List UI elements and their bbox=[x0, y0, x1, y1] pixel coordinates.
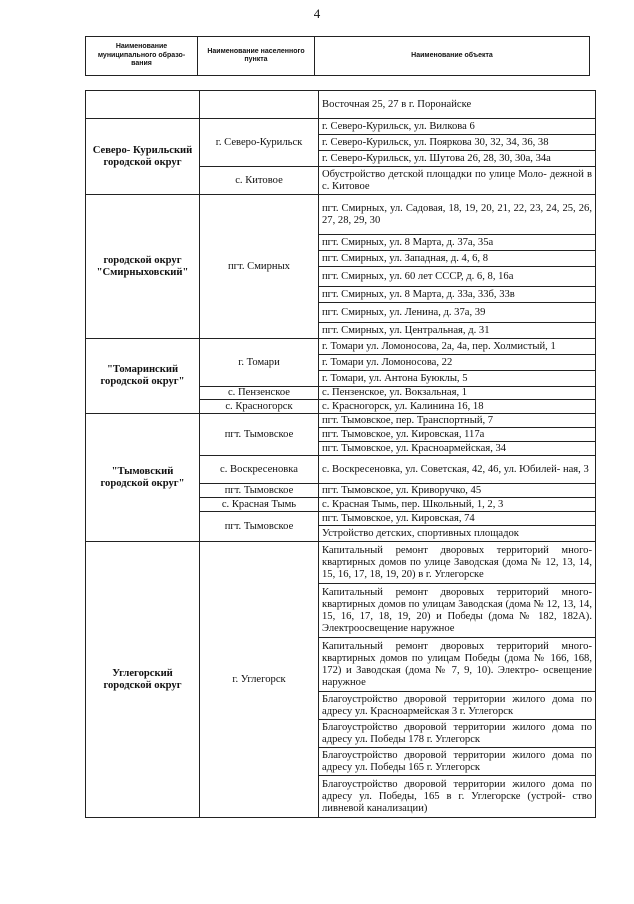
table-row bbox=[86, 195, 596, 235]
object-cell: Благоустройство дворовой территории жилого дома по адресу ул. Победы 165 г. Углегорск bbox=[319, 748, 596, 776]
object-cell: пгт. Тымовское, ул. Красноармейская, 34 bbox=[319, 442, 596, 456]
header-municipality: Наименование муниципального образо- вания bbox=[86, 37, 198, 76]
settlement-cell: с. Красная Тымь bbox=[200, 498, 319, 512]
municipality-cell: Углегорский городской округ bbox=[86, 542, 200, 818]
settlement-cell: с. Красногорск bbox=[200, 400, 319, 414]
object-cell: Благоустройство дворовой территории жилого дома по адресу ул. Победы 178 г. Углегорск bbox=[319, 720, 596, 748]
object-cell: пгт. Смирных, ул. Западная, д. 4, 6, 8 bbox=[319, 251, 596, 267]
page-number: 4 bbox=[313, 6, 321, 21]
municipality-cell: "Тымовский городской округ" bbox=[86, 414, 200, 542]
settlement-cell: г. Томари bbox=[200, 339, 319, 387]
municipality-cell: "Томаринский городской округ" bbox=[86, 339, 200, 414]
object-cell: с. Красногорск, ул. Калинина 16, 18 bbox=[319, 400, 596, 414]
object-cell: пгт. Тымовское, ул. Криворучко, 45 bbox=[319, 484, 596, 498]
settlement-cell: с. Воскресеновка bbox=[200, 456, 319, 484]
table-row bbox=[86, 91, 596, 119]
object-cell: с. Пензенское, ул. Вокзальная, 1 bbox=[319, 387, 596, 400]
table-body bbox=[86, 91, 596, 818]
settlement-cell: пгт. Тымовское bbox=[200, 512, 319, 542]
object-cell: Капитальный ремонт дворовых территорий много- квартирных домов по улице Заводская (дома № 12, 13, 14, 15, 16, 17, 18, 19, 20) в г. Углегорске bbox=[319, 542, 596, 584]
object-cell: Восточная 25, 27 в г. Поронайске bbox=[319, 91, 596, 119]
object-cell: Благоустройство дворовой территории жилого дома по адресу ул. Победы, 165 в г. Углегорске (устрой- ство ливневой канализации) bbox=[319, 776, 596, 818]
object-cell: пгт. Смирных, ул. Центральная, д. 31 bbox=[319, 323, 596, 339]
header-object: Наименование объекта bbox=[315, 37, 590, 76]
objects-table bbox=[85, 90, 596, 818]
object-cell: Капитальный ремонт дворовых территорий много- квартирных домов по улицам Заводская (дома № 12, 13, 14, 15, 16, 17, 18, 19, 20) и Победы (дома № 182, 182А). Электроосвещение наружное bbox=[319, 584, 596, 638]
table-row bbox=[86, 339, 596, 355]
settlement-cell: с. Китовое bbox=[200, 167, 319, 195]
object-cell: Благоустройство дворовой территории жилого дома по адресу ул. Красноармейская 3 г. Углегорск bbox=[319, 692, 596, 720]
object-cell: г. Северо-Курильск, ул. Пояркова 30, 32, 34, 36, 38 bbox=[319, 135, 596, 151]
object-cell: г. Северо-Курильск, ул. Шутова 26, 28, 30, 30а, 34а bbox=[319, 151, 596, 167]
settlement-cell: пгт. Тымовское bbox=[200, 414, 319, 456]
object-cell: пгт. Тымовское, ул. Кировская, 117а bbox=[319, 428, 596, 442]
object-cell: пгт. Смирных, ул. Садовая, 18, 19, 20, 21, 22, 23, 24, 25, 26, 27, 28, 29, 30 bbox=[319, 195, 596, 235]
object-cell: г. Северо-Курильск, ул. Вилкова 6 bbox=[319, 119, 596, 135]
object-cell: пгт. Смирных, ул. 8 Марта, д. 37а, 35а bbox=[319, 235, 596, 251]
table-row bbox=[86, 119, 596, 135]
municipality-cell bbox=[86, 91, 200, 119]
settlement-cell: пгт. Тымовское bbox=[200, 484, 319, 498]
object-cell: Капитальный ремонт дворовых территорий много- квартирных домов по улицам Победы (дома № 166, 168, 172) и Заводская (дома № 7, 9, 10). Электро- освещение наружное bbox=[319, 638, 596, 692]
object-cell: пгт. Смирных, ул. 8 Марта, д. 33а, 33б, 33в bbox=[319, 287, 596, 303]
table-row bbox=[86, 542, 596, 584]
settlement-cell: пгт. Смирных bbox=[200, 195, 319, 339]
municipality-cell: городской округ "Смирныховский" bbox=[86, 195, 200, 339]
object-cell: пгт. Смирных, ул. Ленина, д. 37а, 39 bbox=[319, 303, 596, 323]
settlement-cell: г. Углегорск bbox=[200, 542, 319, 818]
object-cell: пгт. Тымовское, пер. Транспортный, 7 bbox=[319, 414, 596, 428]
object-cell: г. Томари ул. Ломоносова, 22 bbox=[319, 355, 596, 371]
object-cell: с. Красная Тымь, пер. Школьный, 1, 2, 3 bbox=[319, 498, 596, 512]
object-cell: пгт. Смирных, ул. 60 лет СССР, д. 6, 8, 16а bbox=[319, 267, 596, 287]
settlement-cell bbox=[200, 91, 319, 119]
settlement-cell: с. Пензенское bbox=[200, 387, 319, 400]
settlement-cell: г. Северо-Курильск bbox=[200, 119, 319, 167]
municipality-cell: Северо- Курильский городской округ bbox=[86, 119, 200, 195]
object-cell: пгт. Тымовское, ул. Кировская, 74 bbox=[319, 512, 596, 526]
object-cell: с. Воскресеновка, ул. Советская, 42, 46, ул. Юбилей- ная, 3 bbox=[319, 456, 596, 484]
header-settlement: Наименование населенного пункта bbox=[198, 37, 315, 76]
object-cell: г. Томари ул. Ломоносова, 2а, 4а, пер. Холмистый, 1 bbox=[319, 339, 596, 355]
table-row bbox=[86, 414, 596, 428]
object-cell: г. Томари, ул. Антона Буюклы, 5 bbox=[319, 371, 596, 387]
table-header bbox=[85, 36, 590, 76]
object-cell: Обустройство детской площадки по улице Моло- дежной в с. Китовое bbox=[319, 167, 596, 195]
object-cell: Устройство детских, спортивных площадок bbox=[319, 526, 596, 542]
